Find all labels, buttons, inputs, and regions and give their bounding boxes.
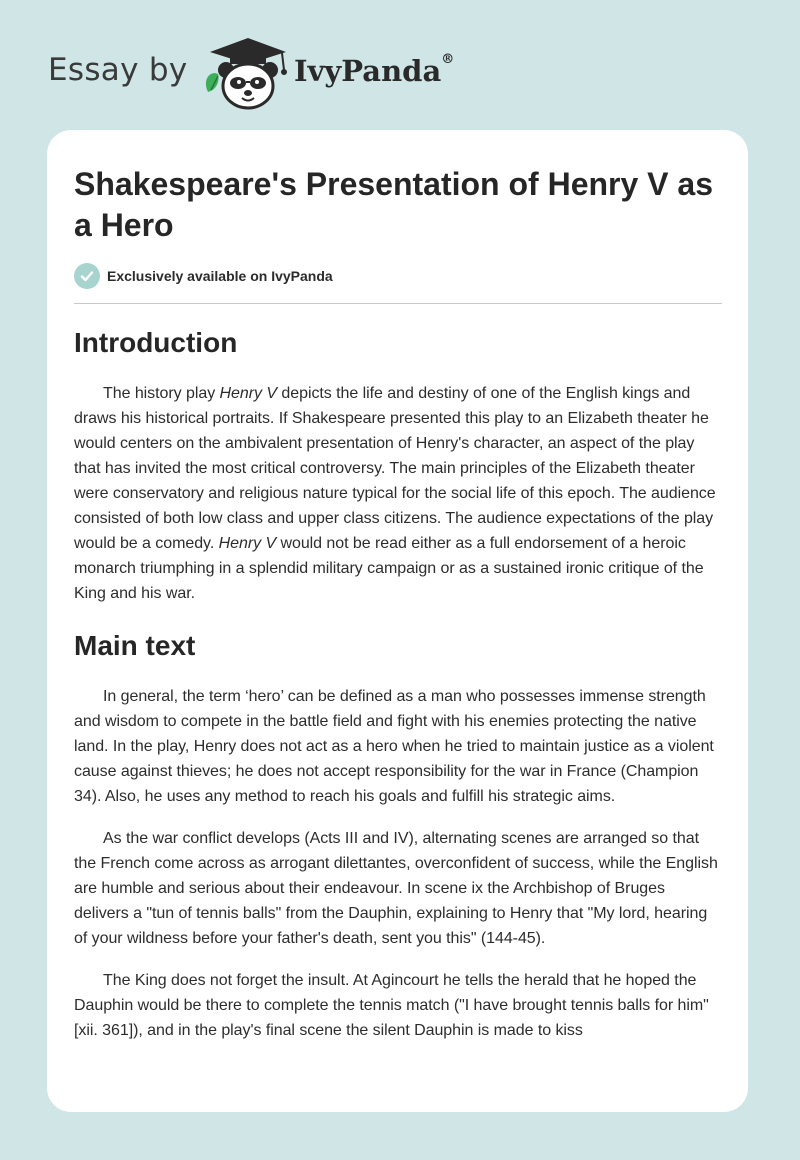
page-title: Shakespeare's Presentation of Henry V as a Hero	[74, 166, 713, 243]
section-heading-main-text: Main text	[74, 630, 196, 661]
divider	[74, 303, 722, 304]
panda-graduate-logo-icon	[200, 34, 296, 110]
section-heading-introduction: Introduction	[74, 327, 238, 358]
brand-logo-text: IvyPanda®	[294, 52, 455, 88]
paragraph: The history play Henry V depicts the life and destiny of one of the English kings and draws his historical portraits. If Shakespeare presented this play to an Elizabeth theater he would centers on the ambivalent presentation of Henry's character, an aspect of the play that has invited the most critical controversy. The main principles of the Elizabeth theater were conservatory and religious nature typical for the social life of this epoch. The audience consisted of both low class and upper class citizens. The audience expectations of the play would be a comedy. Henry V would not be read either as a full endorsement of a heroic monarch triumphing in a splendid military campaign or as a sustained ironic critique of the King and his war.	[74, 385, 716, 602]
check-circle-icon	[74, 263, 100, 289]
essay-card	[47, 130, 748, 1112]
paragraph: In general, the term ‘hero’ can be defined as a man who possesses immense strength and wisdom to compete in the battle field and fight with his enemies protecting the native land. In the play, Henry does not act as a hero when he tried to maintain justice as a violent cause against thieves; he does not accept responsibility for the war in France (Champion 34). Also, he uses any method to reach his goals and fulfill his strategic aims.	[74, 688, 714, 805]
essay-by-label: Essay by	[48, 52, 188, 88]
exclusive-badge	[74, 263, 333, 289]
badge-label: Exclusively available on IvyPanda	[107, 268, 333, 284]
paragraph: The King does not forget the insult. At Agincourt he tells the herald that he hoped the Dauphin would be there to complete the tennis match ("I have brought tennis balls for him" [xii. 361]), and in the play's final scene the silent Dauphin is made to kiss	[74, 972, 709, 1039]
essay-body	[74, 323, 724, 1043]
site-header	[48, 34, 548, 114]
paragraph: As the war conflict develops (Acts III and IV), alternating scenes are arranged so that the French come across as arrogant dilettantes, overconfident of success, while the English are humble and serious about their endeavour. In scene ix the Archbishop of Bruges delivers a "tun of tennis balls" from the Dauphin, explaining to Henry that "My lord, hearing of your wildness before your father's death, sent you this" (144-45).	[74, 830, 718, 947]
